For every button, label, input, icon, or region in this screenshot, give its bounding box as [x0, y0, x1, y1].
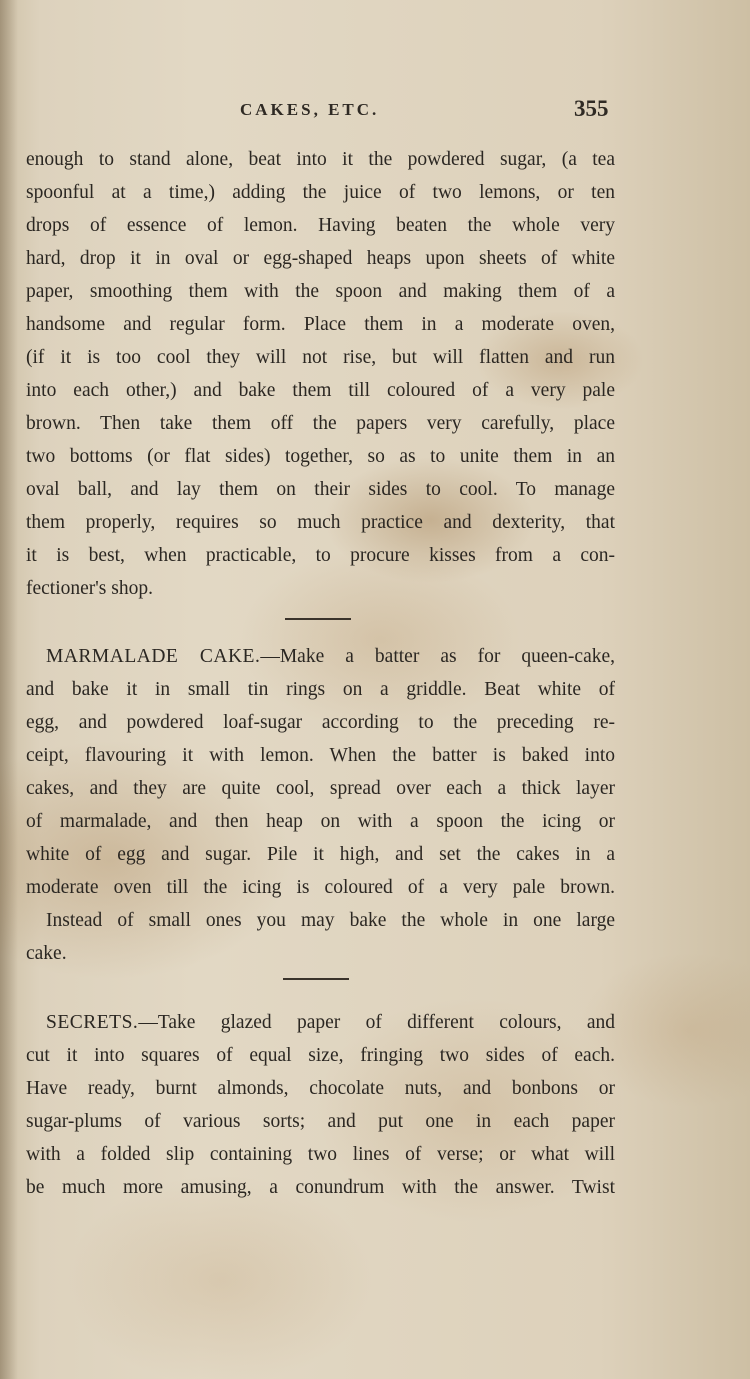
text-line: hard, drop it in oval or egg-shaped heaps upon sheets of white	[26, 248, 615, 269]
text-line: cake.	[26, 943, 67, 964]
recipe-marmalade-cake	[26, 640, 615, 970]
section-divider	[283, 978, 349, 980]
recipe-secrets	[26, 1006, 615, 1204]
text-line: moderate oven till the icing is coloured of a very pale brown.	[26, 877, 615, 898]
recipe-first-line-text: —Take glazed paper of different colours, and	[138, 1012, 615, 1033]
text-line: be much more amusing, a conundrum with the answer. Twist	[26, 1177, 615, 1198]
recipe-first-line	[26, 1006, 615, 1039]
text-line: it is best, when practicable, to procure kisses from a con-	[26, 545, 615, 566]
text-line: white of egg and sugar. Pile it high, and set the cakes in a	[26, 844, 615, 865]
section-divider	[285, 618, 351, 620]
text-line: spoonful at a time,) adding the juice of two lemons, or ten	[26, 182, 615, 203]
text-line: handsome and regular form. Place them in a moderate oven,	[26, 314, 615, 335]
page-header	[0, 96, 750, 126]
text-line: and bake it in small tin rings on a griddle. Beat white of	[26, 679, 615, 700]
text-line: sugar-plums of various sorts; and put one in each paper	[26, 1111, 615, 1132]
text-line: oval ball, and lay them on their sides to cool. To manage	[26, 479, 615, 500]
text-line: drops of essence of lemon. Having beaten the whole very	[26, 215, 615, 236]
text-line: ceipt, flavouring it with lemon. When the batter is baked into	[26, 745, 615, 766]
text-line: cut it into squares of equal size, fringing two sides of each.	[26, 1045, 615, 1066]
recipe-first-line	[26, 640, 615, 673]
text-line: them properly, requires so much practice and dexterity, that	[26, 512, 615, 533]
recipe-heading: MARMALADE CAKE.	[46, 646, 261, 667]
text-line: cakes, and they are quite cool, spread over each a thick layer	[26, 778, 615, 799]
paragraph-kisses-continued	[26, 143, 615, 605]
recipe-first-line-text: —Make a batter as for queen-cake,	[260, 646, 615, 667]
text-line: of marmalade, and then heap on with a spoon the icing or	[26, 811, 615, 832]
text-line: into each other,) and bake them till coloured of a very pale	[26, 380, 615, 401]
page-gutter-shadow	[0, 0, 18, 1379]
text-line: two bottoms (or flat sides) together, so as to unite them in an	[26, 446, 615, 467]
text-line: Instead of small ones you may bake the whole in one large	[46, 910, 615, 931]
text-line: Have ready, burnt almonds, chocolate nuts, and bonbons or	[26, 1078, 615, 1099]
text-line: brown. Then take them off the papers very carefully, place	[26, 413, 615, 434]
page-number: 355	[574, 96, 609, 121]
text-line: egg, and powdered loaf-sugar according to the preceding re-	[26, 712, 615, 733]
text-line: fectioner's shop.	[26, 578, 153, 599]
recipe-heading: SECRETS.	[46, 1012, 139, 1033]
text-line: (if it is too cool they will not rise, but will flatten and run	[26, 347, 615, 368]
text-line: enough to stand alone, beat into it the powdered sugar, (a tea	[26, 149, 615, 170]
text-line: paper, smoothing them with the spoon and making them of a	[26, 281, 615, 302]
running-head: CAKES, ETC.	[240, 100, 380, 119]
text-line: with a folded slip containing two lines of verse; or what will	[26, 1144, 615, 1165]
